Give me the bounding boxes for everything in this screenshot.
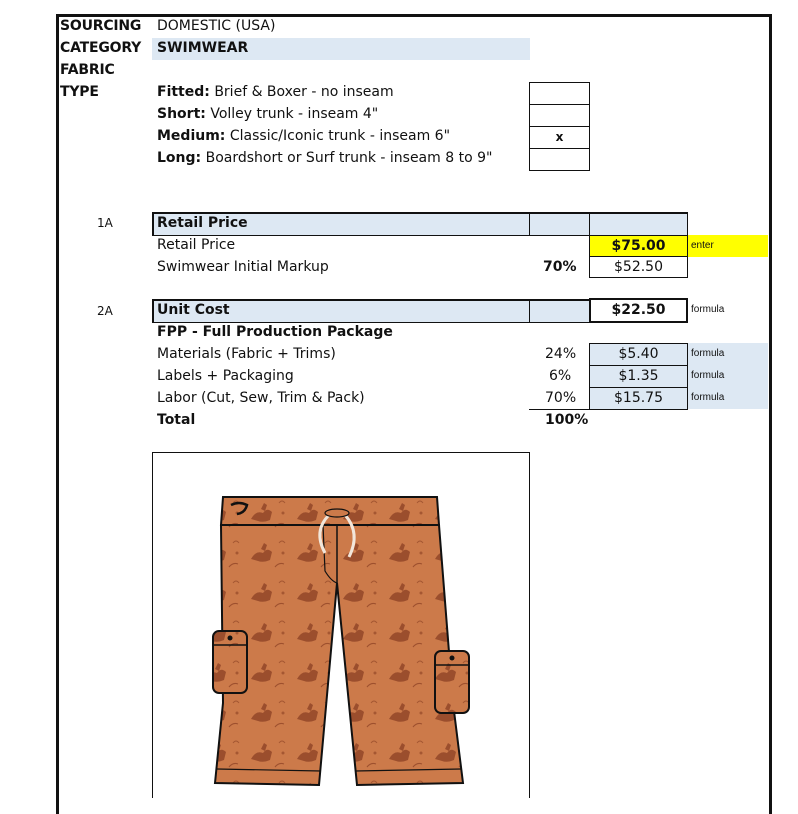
type-label: TYPE	[60, 84, 99, 100]
retail-header-pct-cell	[529, 212, 590, 236]
labor-value: $15.75	[589, 387, 688, 410]
unit-cost-header: Unit Cost	[157, 302, 230, 318]
type-medium-checkbox[interactable]: x	[529, 126, 590, 149]
type-option-name: Short:	[157, 106, 206, 122]
type-option-medium	[157, 128, 450, 144]
retail-price-label: Retail Price	[157, 237, 236, 253]
type-option-fitted	[157, 84, 394, 100]
unit-cost-note: formula	[691, 304, 725, 315]
markup-value: $52.50	[589, 256, 688, 278]
type-option-name: Medium:	[157, 128, 226, 144]
sourcing-value[interactable]: DOMESTIC (USA)	[157, 18, 276, 34]
boardshort-illustration	[153, 453, 529, 798]
category-label: CATEGORY	[60, 40, 142, 56]
labels-packaging-pct[interactable]: 6%	[549, 368, 572, 384]
markup-pct[interactable]: 70%	[543, 259, 577, 275]
labor-label: Labor (Cut, Sew, Trim & Pack)	[157, 390, 365, 406]
type-long-checkbox[interactable]	[529, 148, 590, 171]
materials-pct[interactable]: 24%	[545, 346, 577, 362]
unit-cost-value[interactable]: $22.50	[589, 298, 688, 323]
type-short-checkbox[interactable]	[529, 104, 590, 127]
retail-header: Retail Price	[157, 215, 248, 231]
type-option-desc: Boardshort or Surf trunk - inseam 8 to 9"	[201, 150, 493, 166]
type-option-name: Long:	[157, 150, 202, 166]
type-option-desc: Volley trunk - inseam 4"	[205, 106, 379, 122]
total-pct: 100%	[545, 412, 589, 428]
sourcing-label: SOURCING	[60, 18, 142, 34]
retail-section-code: 1A	[97, 216, 113, 230]
category-value: SWIMWEAR	[157, 40, 249, 56]
fabric-label: FABRIC	[60, 62, 115, 78]
materials-label: Materials (Fabric + Trims)	[157, 346, 336, 362]
materials-note: formula	[691, 348, 725, 359]
type-fitted-checkbox[interactable]	[529, 82, 590, 105]
labor-note: formula	[691, 392, 725, 403]
fpp-label: FPP - Full Production Package	[157, 324, 393, 340]
materials-value: $5.40	[589, 343, 688, 366]
retail-price-input[interactable]: $75.00	[589, 235, 688, 257]
total-label: Total	[157, 412, 196, 428]
type-option-short	[157, 106, 378, 122]
unit-cost-pct-cell	[529, 299, 590, 323]
retail-price-note: enter	[688, 235, 768, 257]
labels-packaging-value: $1.35	[589, 365, 688, 388]
labor-pct[interactable]: 70%	[545, 390, 577, 406]
total-divider	[529, 409, 590, 410]
retail-header-value-cell	[589, 212, 688, 236]
labels-packaging-note: formula	[691, 370, 725, 381]
type-option-desc: Classic/Iconic trunk - inseam 6"	[225, 128, 451, 144]
product-image-frame	[152, 452, 530, 798]
type-option-name: Fitted:	[157, 84, 210, 100]
type-option-long	[157, 150, 492, 166]
labels-packaging-label: Labels + Packaging	[157, 368, 294, 384]
markup-label: Swimwear Initial Markup	[157, 259, 329, 275]
cost-section-code: 2A	[97, 304, 113, 318]
type-option-desc: Brief & Boxer - no inseam	[209, 84, 394, 100]
